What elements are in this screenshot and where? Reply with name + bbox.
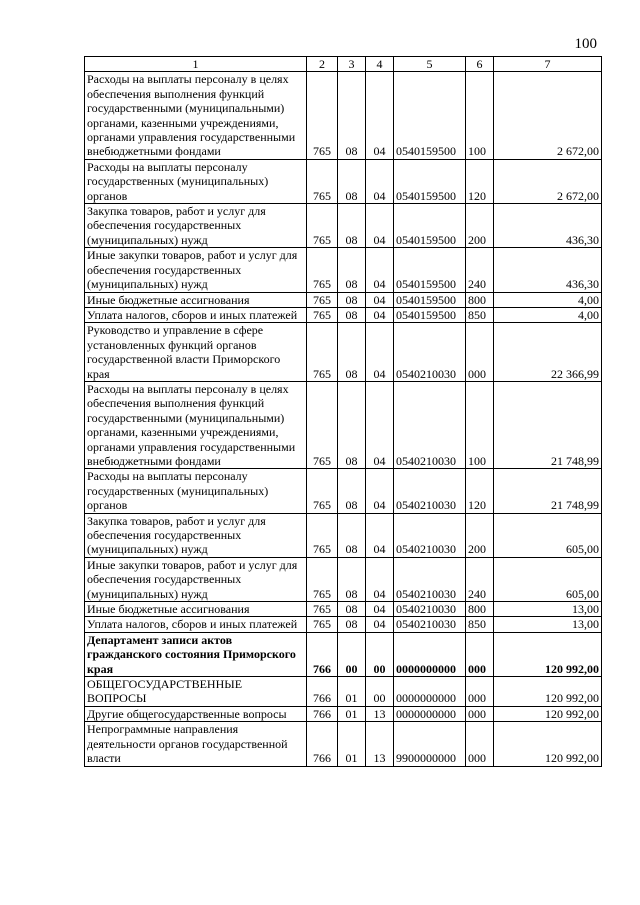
cell-name: Иные бюджетные ассигнования — [85, 602, 307, 617]
cell-prz: 13 — [366, 722, 394, 766]
cell-csr: 0540159500 — [394, 159, 466, 203]
cell-sum: 120 992,00 — [494, 677, 602, 707]
cell-rz: 08 — [338, 602, 366, 617]
cell-rz: 08 — [338, 159, 366, 203]
cell-rz: 00 — [338, 632, 366, 676]
cell-sum: 436,30 — [494, 204, 602, 248]
cell-rz: 01 — [338, 706, 366, 721]
table-row — [85, 557, 602, 601]
cell-vr: 120 — [466, 469, 494, 513]
cell-csr: 0540210030 — [394, 617, 466, 632]
cell-csr: 0000000000 — [394, 706, 466, 721]
cell-name: Уплата налогов, сборов и иных платежей — [85, 617, 307, 632]
table-row — [85, 204, 602, 248]
cell-sum: 4,00 — [494, 307, 602, 322]
cell-ved: 765 — [307, 469, 338, 513]
col-header-csr: 5 — [394, 57, 466, 72]
table-row — [85, 632, 602, 676]
col-header-vr: 6 — [466, 57, 494, 72]
cell-rz: 08 — [338, 469, 366, 513]
table-row — [85, 602, 602, 617]
cell-name: Руководство и управление в сфере установленных функций органов государственной власти Приморского края — [85, 323, 307, 382]
cell-ved: 765 — [307, 204, 338, 248]
cell-name: Непрограммные направления деятельности органов государственной власти — [85, 722, 307, 766]
budget-table — [84, 56, 602, 767]
cell-sum: 436,30 — [494, 248, 602, 292]
cell-ved: 765 — [307, 557, 338, 601]
cell-name: Закупка товаров, работ и услуг для обеспечения государственных (муниципальных) нужд — [85, 513, 307, 557]
cell-csr: 0540210030 — [394, 381, 466, 468]
cell-sum: 2 672,00 — [494, 159, 602, 203]
cell-ved: 765 — [307, 292, 338, 307]
col-header-sum: 7 — [494, 57, 602, 72]
cell-csr: 0540159500 — [394, 248, 466, 292]
cell-rz: 01 — [338, 677, 366, 707]
table-row — [85, 323, 602, 382]
cell-vr: 850 — [466, 617, 494, 632]
table-row — [85, 722, 602, 766]
cell-vr: 000 — [466, 706, 494, 721]
cell-prz: 04 — [366, 159, 394, 203]
cell-prz: 04 — [366, 307, 394, 322]
col-header-rz: 3 — [338, 57, 366, 72]
cell-name: Расходы на выплаты персоналу государственных (муниципальных) органов — [85, 159, 307, 203]
table-row — [85, 159, 602, 203]
column-number-header-row — [85, 57, 602, 72]
cell-name: Департамент записи актов гражданского состояния Приморского края — [85, 632, 307, 676]
cell-csr: 0540210030 — [394, 323, 466, 382]
cell-prz: 04 — [366, 381, 394, 468]
table-row — [85, 307, 602, 322]
cell-ved: 765 — [307, 513, 338, 557]
cell-sum: 120 992,00 — [494, 632, 602, 676]
cell-rz: 08 — [338, 204, 366, 248]
table-row — [85, 677, 602, 707]
cell-name: Иные закупки товаров, работ и услуг для обеспечения государственных (муниципальных) нужд — [85, 248, 307, 292]
cell-ved: 766 — [307, 677, 338, 707]
cell-csr: 0540159500 — [394, 292, 466, 307]
page-number: 100 — [574, 36, 597, 52]
cell-vr: 000 — [466, 632, 494, 676]
table-row — [85, 292, 602, 307]
table-row — [85, 706, 602, 721]
cell-prz: 04 — [366, 204, 394, 248]
cell-name: ОБЩЕГОСУДАРСТВЕННЫЕ ВОПРОСЫ — [85, 677, 307, 707]
cell-csr: 0540210030 — [394, 513, 466, 557]
cell-rz: 08 — [338, 513, 366, 557]
cell-rz: 08 — [338, 248, 366, 292]
cell-csr: 0540210030 — [394, 469, 466, 513]
cell-rz: 08 — [338, 72, 366, 159]
cell-vr: 100 — [466, 381, 494, 468]
cell-vr: 850 — [466, 307, 494, 322]
table-row — [85, 469, 602, 513]
cell-name: Другие общегосударственные вопросы — [85, 706, 307, 721]
cell-vr: 000 — [466, 323, 494, 382]
cell-prz: 04 — [366, 469, 394, 513]
cell-name: Уплата налогов, сборов и иных платежей — [85, 307, 307, 322]
cell-ved: 765 — [307, 72, 338, 159]
table-body — [85, 72, 602, 766]
cell-csr: 0000000000 — [394, 677, 466, 707]
cell-csr: 9900000000 — [394, 722, 466, 766]
table-row — [85, 617, 602, 632]
cell-rz: 08 — [338, 617, 366, 632]
cell-vr: 200 — [466, 513, 494, 557]
table-row — [85, 248, 602, 292]
cell-rz: 08 — [338, 307, 366, 322]
cell-sum: 120 992,00 — [494, 706, 602, 721]
cell-vr: 240 — [466, 557, 494, 601]
cell-csr: 0540210030 — [394, 602, 466, 617]
cell-sum: 22 366,99 — [494, 323, 602, 382]
cell-name: Иные закупки товаров, работ и услуг для обеспечения государственных (муниципальных) нужд — [85, 557, 307, 601]
cell-prz: 04 — [366, 323, 394, 382]
cell-ved: 765 — [307, 248, 338, 292]
cell-rz: 08 — [338, 292, 366, 307]
cell-prz: 04 — [366, 292, 394, 307]
cell-name: Расходы на выплаты персоналу в целях обеспечения выполнения функций государственными (муниципальными) органами, казенными учреждениями, органами управления государственными внебюджетными фондами — [85, 381, 307, 468]
cell-ved: 765 — [307, 307, 338, 322]
cell-prz: 13 — [366, 706, 394, 721]
table-row — [85, 381, 602, 468]
cell-sum: 605,00 — [494, 513, 602, 557]
col-header-name: 1 — [85, 57, 307, 72]
cell-sum: 2 672,00 — [494, 72, 602, 159]
col-header-ved: 2 — [307, 57, 338, 72]
cell-sum: 120 992,00 — [494, 722, 602, 766]
cell-rz: 08 — [338, 323, 366, 382]
cell-ved: 765 — [307, 159, 338, 203]
cell-name: Расходы на выплаты персоналу в целях обеспечения выполнения функций государственными (муниципальными) органами, казенными учреждениями, органами управления государственными внебюджетными фондами — [85, 72, 307, 159]
cell-prz: 04 — [366, 602, 394, 617]
cell-rz: 08 — [338, 381, 366, 468]
cell-vr: 800 — [466, 602, 494, 617]
cell-sum: 13,00 — [494, 602, 602, 617]
cell-sum: 13,00 — [494, 617, 602, 632]
cell-ved: 765 — [307, 381, 338, 468]
cell-prz: 04 — [366, 557, 394, 601]
cell-csr: 0540159500 — [394, 72, 466, 159]
cell-sum: 4,00 — [494, 292, 602, 307]
cell-sum: 21 748,99 — [494, 469, 602, 513]
cell-prz: 04 — [366, 72, 394, 159]
cell-vr: 240 — [466, 248, 494, 292]
cell-name: Расходы на выплаты персоналу государственных (муниципальных) органов — [85, 469, 307, 513]
cell-vr: 120 — [466, 159, 494, 203]
cell-csr: 0540210030 — [394, 557, 466, 601]
table-row — [85, 72, 602, 159]
cell-ved: 765 — [307, 617, 338, 632]
cell-ved: 766 — [307, 722, 338, 766]
cell-ved: 765 — [307, 323, 338, 382]
cell-vr: 800 — [466, 292, 494, 307]
cell-prz: 00 — [366, 677, 394, 707]
cell-ved: 766 — [307, 706, 338, 721]
cell-csr: 0540159500 — [394, 307, 466, 322]
cell-prz: 00 — [366, 632, 394, 676]
cell-ved: 765 — [307, 602, 338, 617]
cell-sum: 21 748,99 — [494, 381, 602, 468]
cell-rz: 08 — [338, 557, 366, 601]
cell-vr: 000 — [466, 677, 494, 707]
cell-csr: 0540159500 — [394, 204, 466, 248]
cell-csr: 0000000000 — [394, 632, 466, 676]
table-row — [85, 513, 602, 557]
cell-name: Иные бюджетные ассигнования — [85, 292, 307, 307]
cell-vr: 200 — [466, 204, 494, 248]
cell-sum: 605,00 — [494, 557, 602, 601]
cell-vr: 000 — [466, 722, 494, 766]
cell-rz: 01 — [338, 722, 366, 766]
cell-prz: 04 — [366, 248, 394, 292]
cell-prz: 04 — [366, 617, 394, 632]
cell-vr: 100 — [466, 72, 494, 159]
cell-ved: 766 — [307, 632, 338, 676]
col-header-prz: 4 — [366, 57, 394, 72]
cell-name: Закупка товаров, работ и услуг для обеспечения государственных (муниципальных) нужд — [85, 204, 307, 248]
cell-prz: 04 — [366, 513, 394, 557]
